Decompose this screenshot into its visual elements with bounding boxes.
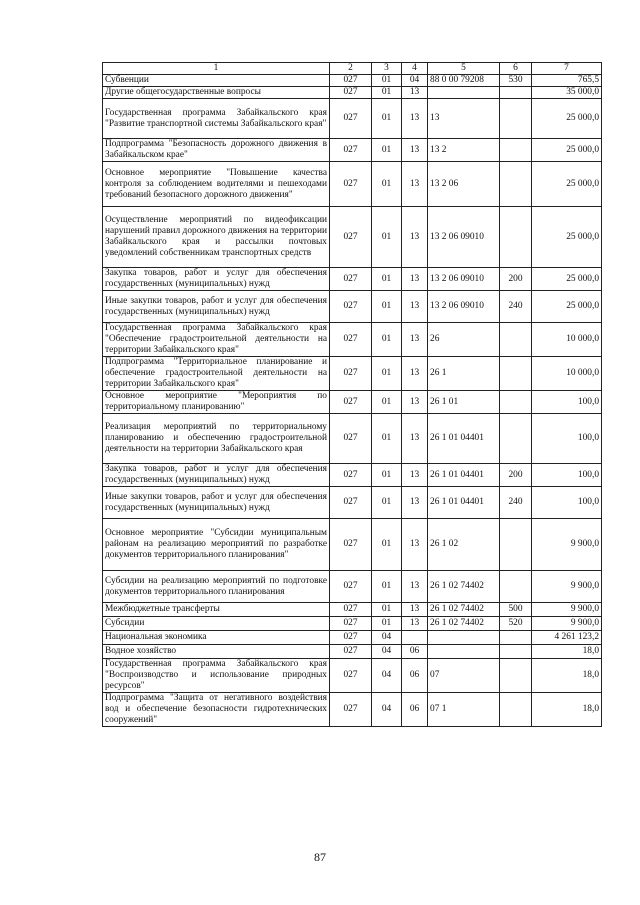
subsection-code: 13 <box>402 414 428 464</box>
row-name: Основное мероприятие "Субсидии муниципальным районам на реализацию мероприятий по разработке документов территориального планирования" <box>103 519 330 571</box>
subsection-code: 13 <box>402 291 428 323</box>
admin-code: 027 <box>330 603 372 617</box>
amount: 100,0 <box>532 414 602 464</box>
subsection-code: 13 <box>402 487 428 519</box>
row-name: Государственная программа Забайкальского края "Развитие транспортной системы Забайкальского края" <box>103 99 330 139</box>
amount: 18,0 <box>532 693 602 727</box>
header-cell: 4 <box>402 63 428 75</box>
row-name: Государственная программа Забайкальского края "Обеспечение градостроительной деятельности на территории Забайкальского края" <box>103 323 330 357</box>
expense-type-code <box>500 139 532 162</box>
admin-code: 027 <box>330 645 372 659</box>
expense-type-code: 240 <box>500 291 532 323</box>
amount: 25 000,0 <box>532 207 602 268</box>
header-cell: 6 <box>500 63 532 75</box>
admin-code: 027 <box>330 75 372 87</box>
table-row <box>103 487 602 519</box>
table-row <box>103 631 602 645</box>
table-row <box>103 571 602 603</box>
target-article-code: 26 1 <box>428 357 500 391</box>
row-name: Подпрограмма "Защита от негативного воздействия вод и обеспечение безопасности гидротехнических сооружений" <box>103 693 330 727</box>
expense-type-code <box>500 645 532 659</box>
admin-code: 027 <box>330 87 372 99</box>
table-row <box>103 464 602 487</box>
table-row <box>103 99 602 139</box>
expense-type-code <box>500 323 532 357</box>
expense-type-code <box>500 659 532 693</box>
page-number: 87 <box>314 850 326 864</box>
amount: 25 000,0 <box>532 268 602 291</box>
target-article-code: 26 1 01 <box>428 391 500 414</box>
amount: 18,0 <box>532 645 602 659</box>
admin-code: 027 <box>330 693 372 727</box>
row-name: Субсидии <box>103 617 330 631</box>
row-name: Закупка товаров, работ и услуг для обеспечения государственных (муниципальных) нужд <box>103 268 330 291</box>
expense-type-code: 200 <box>500 464 532 487</box>
table-row <box>103 391 602 414</box>
section-code: 01 <box>372 207 402 268</box>
target-article-code: 13 2 06 <box>428 162 500 207</box>
target-article-code: 13 2 06 09010 <box>428 207 500 268</box>
amount: 9 900,0 <box>532 617 602 631</box>
admin-code: 027 <box>330 207 372 268</box>
expense-type-code <box>500 519 532 571</box>
subsection-code <box>402 631 428 645</box>
subsection-code: 13 <box>402 571 428 603</box>
subsection-code: 13 <box>402 162 428 207</box>
section-code: 01 <box>372 139 402 162</box>
amount: 10 000,0 <box>532 357 602 391</box>
expense-type-code <box>500 414 532 464</box>
target-article-code: 26 <box>428 323 500 357</box>
admin-code: 027 <box>330 268 372 291</box>
subsection-code: 13 <box>402 464 428 487</box>
target-article-code: 26 1 01 04401 <box>428 487 500 519</box>
row-name: Основное мероприятие "Повышение качества контроля за соблюдением водителями и пешеходами требований безопасного дорожного движения" <box>103 162 330 207</box>
target-article-code: 88 0 00 79208 <box>428 75 500 87</box>
target-article-code: 26 1 02 74402 <box>428 603 500 617</box>
amount: 100,0 <box>532 487 602 519</box>
section-code: 01 <box>372 291 402 323</box>
header-cell: 2 <box>330 63 372 75</box>
section-code: 01 <box>372 75 402 87</box>
expense-type-code <box>500 87 532 99</box>
subsection-code: 04 <box>402 75 428 87</box>
target-article-code: 13 <box>428 99 500 139</box>
table-row <box>103 291 602 323</box>
target-article-code: 13 2 <box>428 139 500 162</box>
table-row <box>103 162 602 207</box>
row-name: Иные закупки товаров, работ и услуг для обеспечения государственных (муниципальных) нужд <box>103 487 330 519</box>
expense-type-code: 530 <box>500 75 532 87</box>
section-code: 01 <box>372 603 402 617</box>
expense-type-code: 500 <box>500 603 532 617</box>
header-cell: 5 <box>428 63 500 75</box>
row-name: Реализация мероприятий по территориальному планированию и обеспечению градостроительной деятельности на территории Забайкальского края <box>103 414 330 464</box>
row-name: Водное хозяйство <box>103 645 330 659</box>
header-cell: 7 <box>532 63 602 75</box>
row-name: Осуществление мероприятий по видеофиксации нарушений правил дорожного движения на территории Забайкальского края и рассылки почтовых уведомлений собственникам транспортных средств <box>103 207 330 268</box>
table-row <box>103 414 602 464</box>
target-article-code <box>428 645 500 659</box>
admin-code: 027 <box>330 487 372 519</box>
table-row <box>103 659 602 693</box>
admin-code: 027 <box>330 323 372 357</box>
amount: 25 000,0 <box>532 139 602 162</box>
subsection-code: 06 <box>402 693 428 727</box>
row-name: Субсидии на реализацию мероприятий по подготовке документов территориального планирования <box>103 571 330 603</box>
target-article-code: 26 1 02 <box>428 519 500 571</box>
table-row <box>103 645 602 659</box>
table-row <box>103 75 602 87</box>
subsection-code: 13 <box>402 603 428 617</box>
subsection-code: 13 <box>402 99 428 139</box>
table-row <box>103 268 602 291</box>
header-cell: 3 <box>372 63 402 75</box>
section-code: 04 <box>372 631 402 645</box>
target-article-code: 26 1 01 04401 <box>428 414 500 464</box>
section-code: 01 <box>372 357 402 391</box>
section-code: 01 <box>372 268 402 291</box>
header-row <box>103 63 602 75</box>
subsection-code: 13 <box>402 207 428 268</box>
amount: 100,0 <box>532 464 602 487</box>
subsection-code: 13 <box>402 357 428 391</box>
amount: 25 000,0 <box>532 99 602 139</box>
amount: 10 000,0 <box>532 323 602 357</box>
expense-type-code: 200 <box>500 268 532 291</box>
admin-code: 027 <box>330 617 372 631</box>
row-name: Межбюджетные трансферты <box>103 603 330 617</box>
subsection-code: 13 <box>402 268 428 291</box>
section-code: 01 <box>372 162 402 207</box>
amount: 35 000,0 <box>532 87 602 99</box>
table-row <box>103 207 602 268</box>
subsection-code: 13 <box>402 87 428 99</box>
expense-type-code <box>500 357 532 391</box>
amount: 765,5 <box>532 75 602 87</box>
subsection-code: 06 <box>402 645 428 659</box>
row-name: Государственная программа Забайкальского края "Воспроизводство и использование природных ресурсов" <box>103 659 330 693</box>
table-row <box>103 357 602 391</box>
expense-type-code: 240 <box>500 487 532 519</box>
section-code: 01 <box>372 99 402 139</box>
admin-code: 027 <box>330 357 372 391</box>
expense-type-code <box>500 207 532 268</box>
subsection-code: 13 <box>402 617 428 631</box>
admin-code: 027 <box>330 414 372 464</box>
expense-type-code <box>500 693 532 727</box>
subsection-code: 13 <box>402 323 428 357</box>
section-code: 01 <box>372 414 402 464</box>
amount: 25 000,0 <box>532 162 602 207</box>
expense-type-code <box>500 571 532 603</box>
expense-type-code: 520 <box>500 617 532 631</box>
table-row <box>103 139 602 162</box>
admin-code: 027 <box>330 519 372 571</box>
section-code: 01 <box>372 617 402 631</box>
amount: 18,0 <box>532 659 602 693</box>
header-cell: 1 <box>103 63 330 75</box>
section-code: 01 <box>372 464 402 487</box>
budget-table <box>102 62 602 727</box>
amount: 4 261 123,2 <box>532 631 602 645</box>
amount: 25 000,0 <box>532 291 602 323</box>
row-name: Основное мероприятие "Мероприятия по территориальному планированию" <box>103 391 330 414</box>
section-code: 01 <box>372 323 402 357</box>
row-name: Национальная экономика <box>103 631 330 645</box>
target-article-code <box>428 631 500 645</box>
target-article-code: 13 2 06 09010 <box>428 268 500 291</box>
table-row <box>103 519 602 571</box>
amount: 9 900,0 <box>532 603 602 617</box>
row-name: Подпрограмма "Территориальное планирование и обеспечение градостроительной деятельности на территории Забайкальского края" <box>103 357 330 391</box>
target-article-code: 26 1 02 74402 <box>428 571 500 603</box>
target-article-code: 07 1 <box>428 693 500 727</box>
admin-code: 027 <box>330 99 372 139</box>
section-code: 01 <box>372 571 402 603</box>
target-article-code: 07 <box>428 659 500 693</box>
subsection-code: 13 <box>402 139 428 162</box>
target-article-code <box>428 87 500 99</box>
section-code: 04 <box>372 645 402 659</box>
expense-type-code <box>500 99 532 139</box>
target-article-code: 26 1 01 04401 <box>428 464 500 487</box>
expense-type-code <box>500 631 532 645</box>
subsection-code: 06 <box>402 659 428 693</box>
section-code: 04 <box>372 659 402 693</box>
row-name: Подпрограмма "Безопасность дорожного движения в Забайкальском крае" <box>103 139 330 162</box>
table-row <box>103 617 602 631</box>
admin-code: 027 <box>330 139 372 162</box>
admin-code: 027 <box>330 631 372 645</box>
admin-code: 027 <box>330 571 372 603</box>
table-row <box>103 603 602 617</box>
amount: 9 900,0 <box>532 519 602 571</box>
table-row <box>103 87 602 99</box>
target-article-code: 13 2 06 09010 <box>428 291 500 323</box>
amount: 9 900,0 <box>532 571 602 603</box>
row-name: Субвенции <box>103 75 330 87</box>
table-row <box>103 323 602 357</box>
admin-code: 027 <box>330 464 372 487</box>
admin-code: 027 <box>330 291 372 323</box>
admin-code: 027 <box>330 391 372 414</box>
admin-code: 027 <box>330 659 372 693</box>
expense-type-code <box>500 162 532 207</box>
admin-code: 027 <box>330 162 372 207</box>
section-code: 01 <box>372 391 402 414</box>
section-code: 01 <box>372 87 402 99</box>
expense-type-code <box>500 391 532 414</box>
subsection-code: 13 <box>402 519 428 571</box>
row-name: Иные закупки товаров, работ и услуг для обеспечения государственных (муниципальных) нужд <box>103 291 330 323</box>
row-name: Закупка товаров, работ и услуг для обеспечения государственных (муниципальных) нужд <box>103 464 330 487</box>
section-code: 01 <box>372 519 402 571</box>
row-name: Другие общегосударственные вопросы <box>103 87 330 99</box>
section-code: 01 <box>372 487 402 519</box>
target-article-code: 26 1 02 74402 <box>428 617 500 631</box>
subsection-code: 13 <box>402 391 428 414</box>
table-row <box>103 693 602 727</box>
section-code: 04 <box>372 693 402 727</box>
amount: 100,0 <box>532 391 602 414</box>
